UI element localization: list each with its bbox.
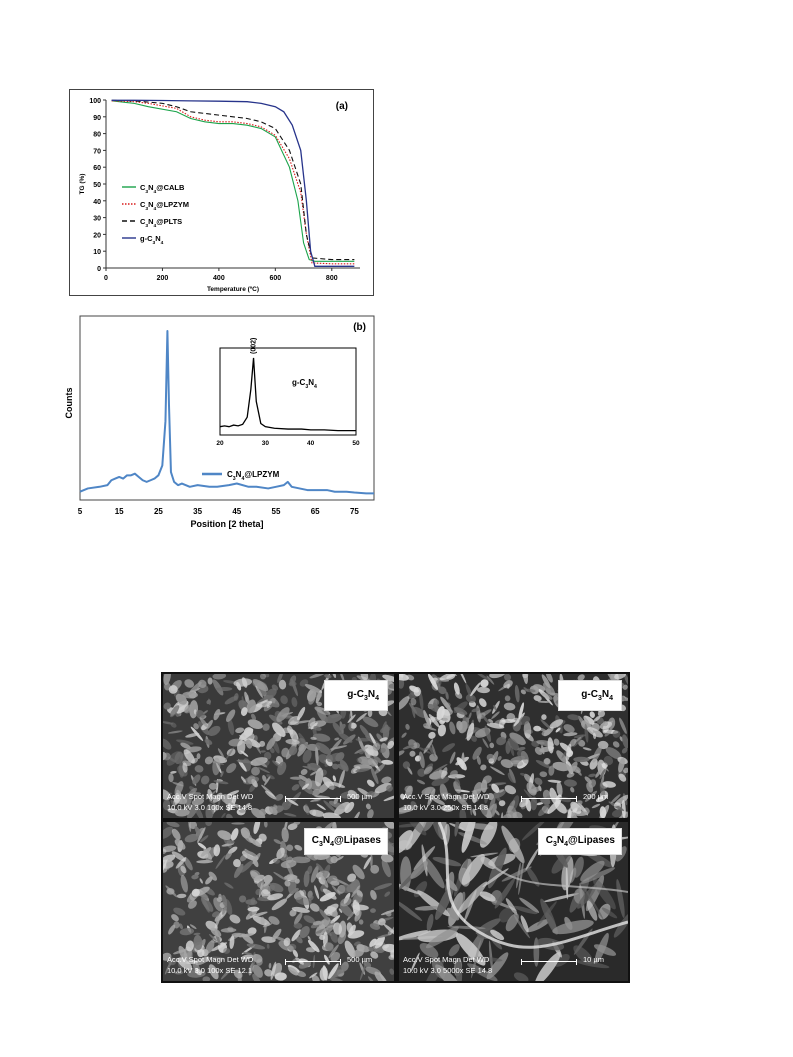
- sem-panel-label: $C_3N_4@Lipases$: [538, 828, 622, 855]
- scale-bar-label: 500 µm: [347, 955, 373, 964]
- y-tick-label: 50: [93, 182, 101, 189]
- x-tick-label: 35: [193, 507, 203, 516]
- tg-figure: [69, 89, 374, 296]
- sem-panel-label: $C_3N_4@Lipases$: [304, 828, 388, 855]
- inset-x-tick-label: 20: [216, 440, 224, 447]
- sem-panel-lipases-100x: [163, 822, 394, 981]
- sem-info-header: Acc.V Spot Magn Det WD: [403, 792, 490, 801]
- formula-label: $C_3N_4@CALB$: [140, 183, 185, 195]
- scale-bar: [521, 796, 577, 802]
- x-axis-label: Temperature (ºC): [206, 286, 260, 293]
- scale-bar: [285, 959, 341, 965]
- y-tick-label: 40: [93, 198, 101, 206]
- inset-x-tick-label: 40: [307, 440, 315, 447]
- formula-label: $g-C_3N_4$: [292, 378, 317, 390]
- x-tick-label: 600: [269, 275, 282, 282]
- sem-figure: [161, 672, 630, 983]
- inset-x-tick-label: 30: [261, 440, 269, 447]
- x-tick-label: 800: [325, 275, 338, 282]
- scale-bar: [285, 796, 341, 802]
- y-axis-label: Counts: [64, 387, 74, 419]
- x-tick-label: 75: [349, 507, 359, 516]
- sem-panel-lipases-5000x: [399, 822, 628, 981]
- sem-info-values: 10.0 kV 3.0 5000x SE 14.8: [403, 966, 493, 975]
- formula-label: $g-C_3N_4$: [140, 234, 164, 246]
- xrd-figure: [64, 308, 379, 540]
- sem-panel-label: $g-C_3N_4$: [558, 680, 622, 711]
- y-tick-label: 70: [93, 148, 101, 156]
- y-tick-label: 20: [93, 232, 101, 240]
- x-tick-label: 400: [213, 275, 225, 282]
- scale-bar-label: 200 µm: [583, 792, 609, 801]
- sem-panel-g-c3n4-100x: [163, 674, 394, 818]
- formula-label: $C_3N_4@PLTS$: [140, 217, 183, 229]
- y-tick-label: 60: [93, 165, 101, 173]
- y-axis-label: TG (%): [79, 173, 86, 195]
- x-tick-label: 0: [104, 275, 108, 282]
- x-tick-label: 45: [232, 507, 242, 516]
- x-tick-label: 5: [77, 507, 83, 516]
- panel-label-a: (a): [335, 101, 348, 112]
- xrd-chart: [64, 308, 379, 540]
- sem-panel-label: $g-C_3N_4$: [324, 680, 388, 711]
- x-tick-label: 25: [153, 507, 163, 516]
- panel-label-b: (b): [353, 322, 366, 333]
- inset-x-tick-label: 50: [352, 440, 360, 447]
- y-tick-label: 30: [93, 215, 101, 223]
- x-axis-label: Position [2 theta]: [190, 519, 264, 529]
- y-tick-label: 10: [93, 249, 101, 257]
- x-tick-label: 65: [310, 507, 320, 516]
- x-tick-label: 55: [271, 507, 281, 516]
- inset-frame: [220, 348, 356, 435]
- sem-info-values: 10.0 kV 3.0 100x SE 14.8: [167, 803, 253, 812]
- sem-panel-g-c3n4-250x: [399, 674, 628, 818]
- sem-info-header: Acc.V Spot Magn Det WD: [403, 955, 490, 964]
- formula-label: $C_3N_4@LPZYM$: [227, 470, 280, 482]
- scale-bar: [521, 959, 577, 965]
- sem-info-values: 10.0 kV 3.0 100x SE 12.1: [167, 966, 253, 975]
- sem-info-values: 10.0 kV 3.0 250x SE 14.8: [403, 803, 489, 812]
- y-tick-label: 90: [93, 114, 101, 122]
- x-tick-label: 200: [156, 275, 169, 282]
- x-tick-label: 15: [114, 507, 124, 516]
- sem-info-header: Acc.V Spot Magn Det WD: [167, 792, 254, 801]
- sem-info-header: Acc.V Spot Magn Det WD: [167, 955, 254, 964]
- y-tick-label: 0: [97, 266, 101, 273]
- scale-bar-label: 10 µm: [583, 955, 604, 964]
- formula-label: $C_3N_4@LPZYM$: [140, 200, 189, 212]
- peak-annotation: (002): [250, 337, 258, 354]
- y-tick-label: 100: [89, 98, 101, 105]
- y-tick-label: 80: [93, 131, 101, 139]
- scale-bar-label: 500 µm: [347, 792, 373, 801]
- tg-chart: [70, 90, 375, 297]
